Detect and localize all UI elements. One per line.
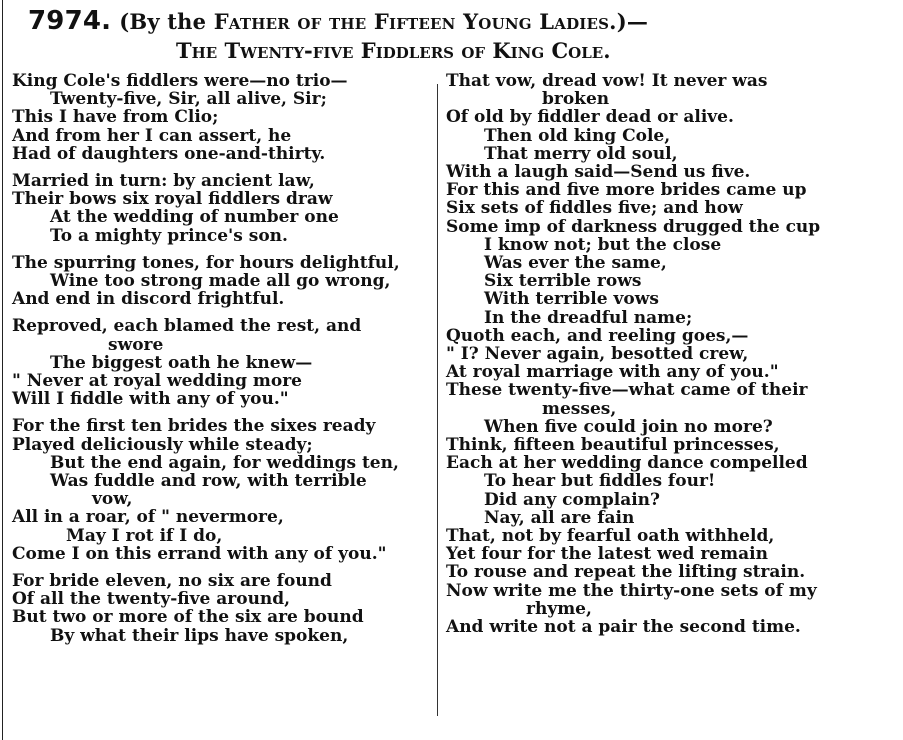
- poem-line: And end in discord frightful.: [12, 289, 285, 310]
- poem-line: vow,: [92, 489, 133, 510]
- poem-line: Was ever the same,: [484, 253, 667, 274]
- poem-line: Had of daughters one-and-thirty.: [12, 143, 326, 164]
- poem-line: Will I fiddle with any of you.": [12, 389, 289, 410]
- poem-line: With a laugh said—Send us five.: [446, 162, 751, 183]
- poem-line: That vow, dread vow! It never was: [446, 71, 768, 91]
- poem-line: swore: [108, 334, 164, 355]
- poem-line: These twenty-five—what came of their: [446, 380, 808, 401]
- poem-line: Married in turn: by ancient law,: [12, 171, 315, 192]
- poem-line: For bride eleven, no six are found: [12, 571, 332, 592]
- poem-line: Of old by fiddler dead or alive.: [446, 107, 734, 128]
- poem-line: Their bows six royal fiddlers draw: [12, 189, 333, 210]
- poem-line: With terrible vows: [484, 289, 659, 310]
- poem-line: All in a roar, of " nevermore,: [12, 507, 284, 528]
- poem-line: I know not; but the close: [484, 234, 722, 255]
- poem-line: Did any complain?: [484, 489, 660, 510]
- poem-line: broken: [542, 89, 610, 110]
- poem-line: The spurring tones, for hours delightful,: [12, 252, 400, 273]
- poem-line: For this and five more brides came up: [446, 180, 807, 201]
- puzzle-header: [28, 6, 888, 36]
- poem-right-column: [446, 72, 898, 636]
- poem-line: That, not by fearful oath withheld,: [446, 526, 775, 547]
- poem-line: Reproved, each blamed the rest, and: [12, 316, 362, 337]
- poem-line: That merry old soul,: [484, 143, 678, 164]
- poem-line: And write not a pair the second time.: [446, 617, 801, 638]
- poem-line: King Cole's fiddlers were—no trio—: [12, 71, 348, 91]
- page-border: [2, 0, 3, 740]
- header-suffix: )—: [616, 9, 649, 34]
- poem-line: Yet four for the latest wed remain: [446, 544, 768, 565]
- poem-line: At the wedding of number one: [50, 207, 339, 228]
- header-line: [28, 6, 888, 36]
- poem-line: And from her I can assert, he: [12, 125, 292, 146]
- poem-line: Of all the twenty-five around,: [12, 589, 291, 610]
- poem-line: Nay, all are fain: [484, 507, 635, 528]
- poem-line: By what their lips have spoken,: [50, 625, 349, 646]
- poem-line: Quoth each, and reeling goes,—: [446, 325, 749, 346]
- poem-line: But two or more of the six are bound: [12, 607, 364, 628]
- poem-line: Come I on this errand with any of you.": [12, 543, 387, 564]
- poem-line: But the end again, for weddings ten,: [50, 452, 399, 473]
- header-prefix: (By the: [119, 9, 214, 34]
- poem-line: In the dreadful name;: [484, 307, 693, 328]
- poem-line: Then old king Cole,: [484, 125, 671, 146]
- poem-line: Was fuddle and row, with terrible: [50, 471, 367, 492]
- poem-line: " I? Never again, besotted crew,: [446, 344, 749, 365]
- poem-line: May I rot if I do,: [66, 525, 223, 546]
- poem-line: Twenty-five, Sir, all alive, Sir;: [50, 89, 327, 110]
- poem-line: " Never at royal wedding more: [12, 371, 302, 392]
- header-attribution: Father of the Fifteen Young Ladies.: [213, 9, 617, 34]
- poem-line: Some imp of darkness drugged the cup: [446, 216, 821, 237]
- poem-line: messes,: [542, 398, 617, 419]
- poem-line: Six sets of fiddles five; and how: [446, 198, 743, 219]
- poem-line: Played deliciously while steady;: [12, 434, 313, 455]
- column-divider: [437, 84, 438, 716]
- poem-title: The Twenty-five Fiddlers of King Cole.: [176, 38, 611, 63]
- poem-line: Now write me the thirty-one sets of my: [446, 580, 817, 601]
- poem-line: To rouse and repeat the lifting strain.: [446, 562, 806, 583]
- poem-line: For the first ten brides the sixes ready: [12, 416, 376, 437]
- poem-line: Each at her wedding dance compelled: [446, 453, 808, 474]
- poem-line: To a mighty prince's son.: [50, 225, 288, 246]
- poem-line: This I have from Clio;: [12, 107, 219, 128]
- poem-left-column: [12, 72, 437, 645]
- poem-line: rhyme,: [526, 598, 592, 619]
- poem-line: Think, fifteen beautiful princesses,: [446, 435, 780, 456]
- poem-line: Six terrible rows: [484, 271, 642, 292]
- poem-line: To hear but fiddles four!: [484, 471, 716, 492]
- poem-line: Wine too strong made all go wrong,: [50, 271, 391, 292]
- poem-line: When five could join no more?: [484, 416, 773, 437]
- poem-line: The biggest oath he knew—: [50, 352, 313, 373]
- puzzle-number: 7974.: [28, 6, 112, 36]
- poem-line: At royal marriage with any of you.": [446, 362, 779, 383]
